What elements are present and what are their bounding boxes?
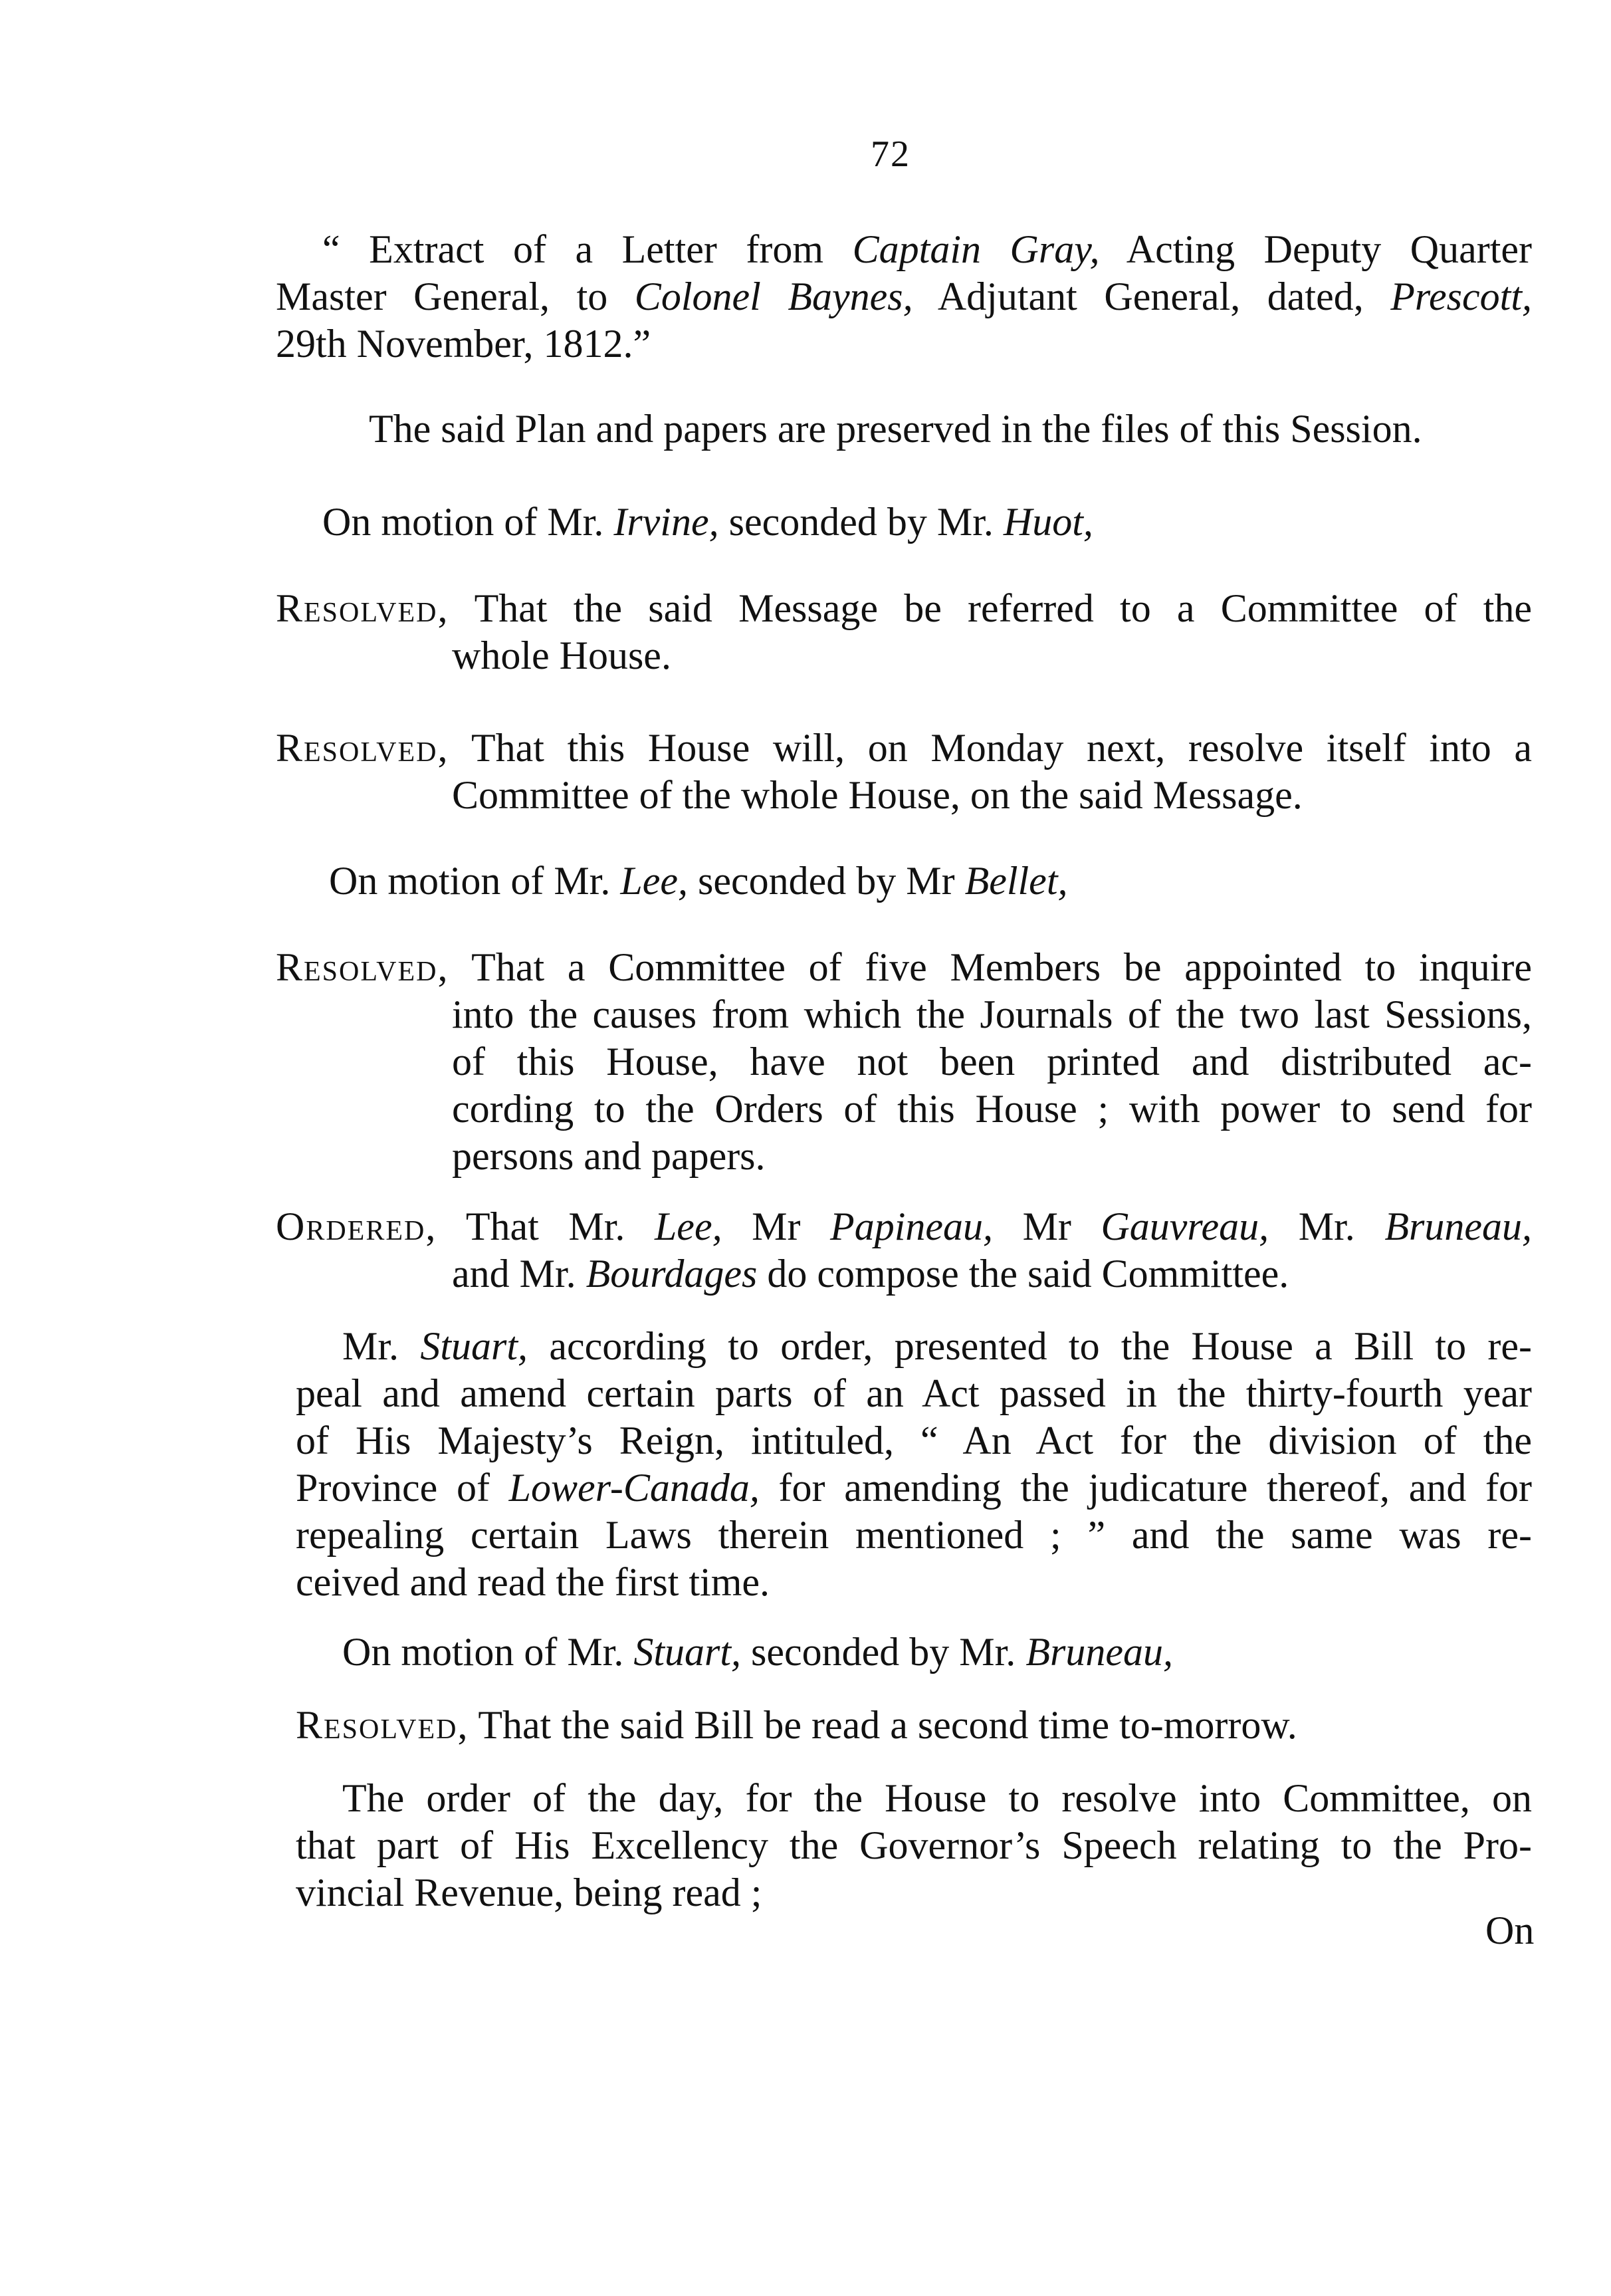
resolution-3: Resolved, That a Committee of five Members be appointed to inquire into the causes from which the Journals of the two last Sessions, of this House, have not been printed and distributed ac- cording to the Orders of this House ; with power to send for persons and papers. bbox=[276, 945, 1532, 1178]
order-of-day-paragraph: The order of the day, for the House to resolve into Committee, on that part of His Excellency the Governor’s Speech relating to the Pro- vincial Revenue, being read ; bbox=[296, 1776, 1532, 1914]
bill-paragraph: Mr. Stuart, according to order, presented to the House a Bill to re- peal and amend certain parts of an Act passed in the thirty-fourth year of His Majesty’s Reign, intituled, “ An Act for the division of the Province of Lower-Canada, for amending the judicature thereof, and for repealing certain Laws therein mentioned ; ” and the same was re- ceived and read the first time. bbox=[296, 1324, 1532, 1604]
order-committee: Ordered, That Mr. Lee, Mr Papineau, Mr Gauvreau, Mr. Bruneau, and Mr. Bourdages do compose the said Committee. bbox=[276, 1205, 1532, 1296]
catchword: On bbox=[1485, 1908, 1535, 1952]
resolution-4: Resolved, That the said Bill be read a second time to-morrow. bbox=[296, 1703, 1297, 1747]
resolution-2: Resolved, That this House will, on Monday next, resolve itself into a Committee of the whole House, on the said Message. bbox=[276, 726, 1532, 817]
extract-paragraph: “ Extract of a Letter from Captain Gray, Acting Deputy Quarter Master General, to Colonel Baynes, Adjutant General, dated, Prescott, 29th November, 1812.” bbox=[276, 227, 1533, 366]
motion-lee: On motion of Mr. Lee, seconded by Mr Bellet, bbox=[329, 859, 1068, 903]
resolution-1: Resolved, That the said Message be referred to a Committee of the whole House. bbox=[276, 586, 1532, 677]
motion-stuart: On motion of Mr. Stuart, seconded by Mr. Bruneau, bbox=[342, 1630, 1173, 1674]
page-number: 72 bbox=[871, 134, 911, 175]
preserved-paragraph: The said Plan and papers are preserved in the files of this Session. bbox=[369, 407, 1422, 451]
motion-irvine: On motion of Mr. Irvine, seconded by Mr. Huot, bbox=[322, 500, 1093, 544]
